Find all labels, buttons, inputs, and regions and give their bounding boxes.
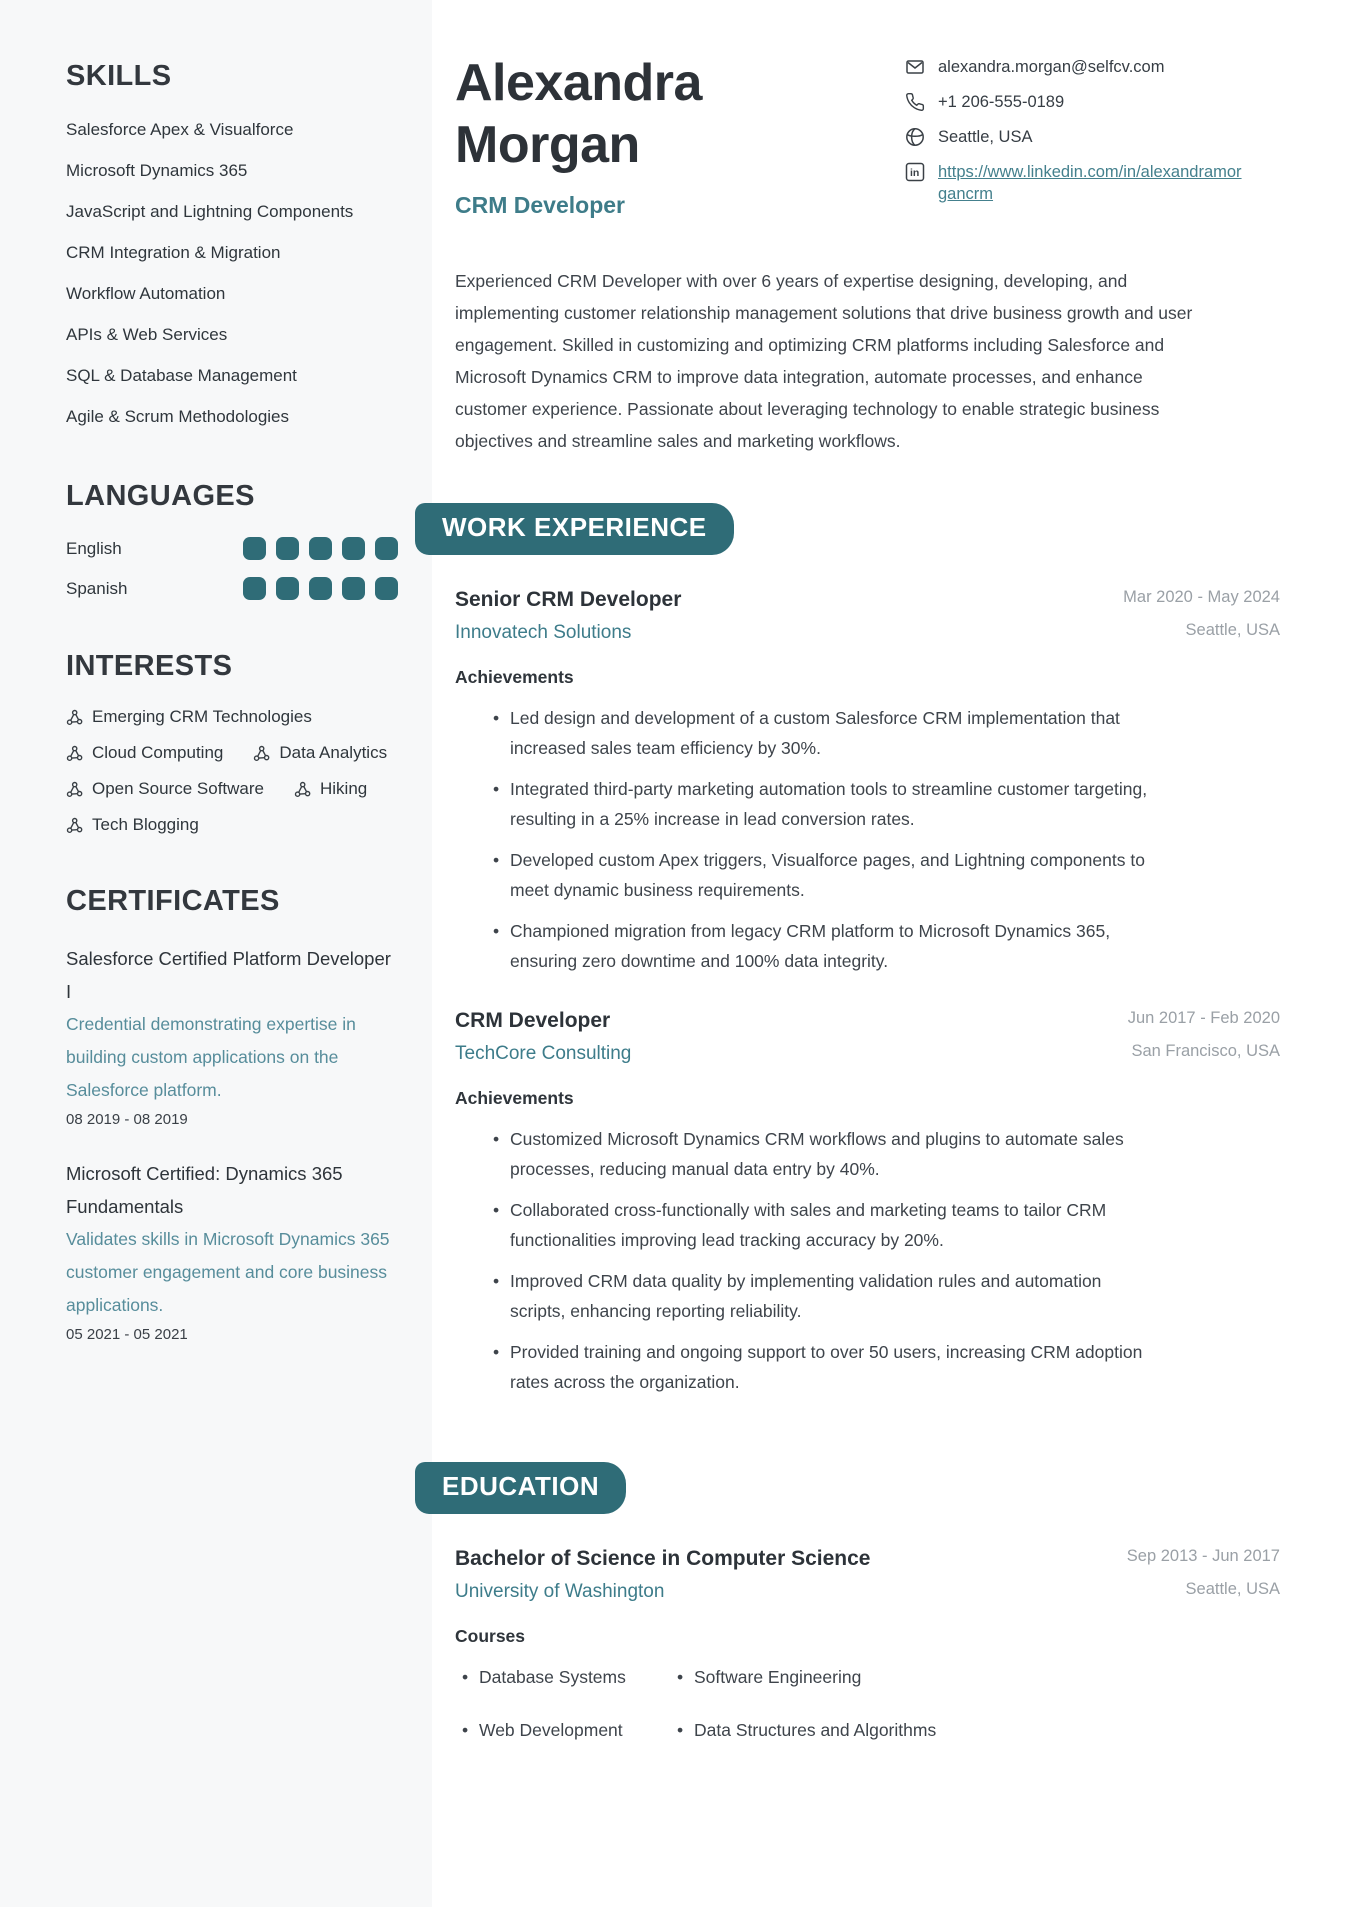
certificate-dates: 08 2019 - 08 2019	[66, 1111, 188, 1128]
job-title: Senior CRM Developer	[455, 587, 682, 611]
molecule-icon	[253, 745, 270, 762]
course-item: • Web Development	[462, 1715, 670, 1745]
company-name: Innovatech Solutions	[455, 621, 632, 643]
linkedin-link[interactable]: https://www.linkedin.com/in/alexandramorgancrm	[938, 163, 1242, 203]
interest-item	[66, 815, 199, 835]
interest-label: Cloud Computing	[92, 743, 224, 762]
degree-block	[455, 1547, 870, 1603]
skills-title: SKILLS	[66, 60, 172, 92]
molecule-icon	[66, 817, 83, 834]
interest-item	[66, 743, 223, 763]
course-item: • Software Engineering	[677, 1662, 936, 1692]
courses-columns	[455, 1649, 1280, 1768]
name-line-2: Morgan	[455, 116, 640, 175]
achievement-item: • Collaborated cross-functionally with sales and marketing teams to tailor CRM functionalities improving lead tracking accuracy by 20%.	[493, 1195, 1153, 1255]
molecule-icon	[66, 709, 83, 726]
work-experience-badge: WORK EXPERIENCE	[415, 503, 734, 555]
certificate-name: Microsoft Certified: Dynamics 365 Fundamentals	[66, 1163, 343, 1217]
job-entry	[455, 588, 1280, 976]
interest-label: Hiking	[319, 779, 368, 798]
contact-email-row	[905, 56, 1280, 78]
education-meta	[1127, 1547, 1280, 1599]
level-square	[342, 537, 365, 560]
interests-title: INTERESTS	[66, 650, 233, 682]
job-meta	[1123, 588, 1280, 640]
course-item: • Database Systems	[462, 1662, 670, 1692]
location-value: Seattle, USA	[938, 128, 1033, 146]
skills-section	[66, 60, 398, 430]
sidebar	[0, 0, 432, 1907]
job-dates: Mar 2020 - May 2024	[1123, 587, 1280, 606]
phone-icon	[905, 92, 925, 112]
job-title: CRM Developer	[455, 1008, 611, 1032]
language-level-indicator	[243, 537, 398, 560]
skill-item: APIs & Web Services	[66, 325, 228, 344]
level-square	[342, 577, 365, 600]
company-name: TechCore Consulting	[455, 1042, 632, 1064]
level-square	[309, 537, 332, 560]
contact-block	[905, 56, 1280, 218]
language-row	[66, 577, 398, 600]
education-section	[442, 1408, 1280, 1768]
contact-location-row	[905, 126, 1280, 148]
skill-item: CRM Integration & Migration	[66, 243, 281, 262]
courses-list-left	[462, 1662, 670, 1768]
achievement-item: • Improved CRM data quality by implementing validation rules and automation scripts, enhancing reporting reliability.	[493, 1266, 1153, 1326]
skill-item: JavaScript and Lightning Components	[66, 202, 354, 221]
courses-label: Courses	[455, 1625, 526, 1646]
certificate-dates: 05 2021 - 05 2021	[66, 1326, 188, 1343]
molecule-icon	[66, 745, 83, 762]
skill-item: Workflow Automation	[66, 284, 226, 303]
skills-list	[66, 117, 398, 430]
education-dates: Sep 2013 - Jun 2017	[1126, 1546, 1280, 1565]
skill-item: Agile & Scrum Methodologies	[66, 407, 290, 426]
certificate-item	[66, 1157, 398, 1343]
contact-phone-row	[905, 91, 1280, 113]
interest-label: Tech Blogging	[92, 815, 199, 834]
level-square	[243, 577, 266, 600]
interest-item	[253, 743, 387, 763]
email-value: alexandra.morgan@selfcv.com	[938, 58, 1165, 76]
job-header	[455, 588, 1280, 644]
language-level-indicator	[243, 577, 398, 600]
course-item: • Data Structures and Algorithms	[677, 1715, 936, 1745]
achievement-item: • Customized Microsoft Dynamics CRM workflows and plugins to automate sales processes, reducing manual data entry by 40%.	[493, 1124, 1153, 1184]
level-square	[309, 577, 332, 600]
achievement-item: • Provided training and ongoing support to over 50 users, increasing CRM adoption rates across the organization.	[493, 1337, 1153, 1397]
work-experience-section	[442, 457, 1280, 1397]
languages-title: LANGUAGES	[66, 480, 255, 512]
achievement-item: • Led design and development of a custom Salesforce CRM implementation that increased sales team efficiency by 30%.	[493, 703, 1153, 763]
language-row	[66, 537, 398, 560]
language-name: English	[66, 538, 122, 558]
achievements-list	[493, 1124, 1153, 1397]
professional-summary: Experienced CRM Developer with over 6 years of expertise designing, developing, and implementing customer relationship management solutions that drive business growth and user engagement. Skilled in customizing and optimizing CRM platforms including Salesforce and Microsoft Dynamics CRM to improve data integration, automate processes, and enhance customer experience. Passionate about leveraging technology to enable strategic business objectives and streamline sales and marketing workflows.	[455, 270, 1193, 451]
degree-title: Bachelor of Science in Computer Science	[455, 1546, 871, 1570]
main-column	[432, 0, 1350, 1768]
achievement-item: • Championed migration from legacy CRM platform to Microsoft Dynamics 365, ensuring zero downtime and 100% data integrity.	[493, 916, 1153, 976]
language-name: Spanish	[66, 578, 128, 598]
molecule-icon	[294, 781, 311, 798]
job-header	[455, 1009, 1280, 1065]
achievements-list	[493, 703, 1153, 976]
achievements-label: Achievements	[455, 1087, 574, 1108]
interests-list	[66, 707, 398, 835]
job-location: San Francisco, USA	[1131, 1041, 1280, 1060]
job-title-block	[455, 1009, 631, 1065]
skill-item: Salesforce Apex & Visualforce	[66, 120, 294, 139]
job-dates: Jun 2017 - Feb 2020	[1127, 1008, 1280, 1027]
header	[455, 52, 1280, 219]
level-square	[243, 537, 266, 560]
job-title-block	[455, 588, 681, 644]
person-name	[455, 52, 702, 177]
molecule-icon	[66, 781, 83, 798]
education-location: Seattle, USA	[1185, 1579, 1280, 1598]
name-block	[455, 52, 702, 219]
achievement-item: • Integrated third-party marketing automation tools to streamline customer targeting, resulting in a 25% increase in lead conversion rates.	[493, 774, 1153, 834]
certificate-name: Salesforce Certified Platform Developer I	[66, 948, 391, 1002]
job-location: Seattle, USA	[1185, 620, 1280, 639]
interest-item	[66, 707, 312, 727]
interest-label: Emerging CRM Technologies	[92, 707, 312, 726]
globe-icon	[905, 127, 925, 147]
certificates-section	[66, 885, 398, 1343]
linkedin-icon	[905, 162, 925, 182]
languages-section	[66, 480, 398, 600]
achievements-label: Achievements	[455, 666, 574, 687]
interest-item	[66, 779, 264, 799]
svg-text:in: in	[910, 167, 920, 179]
level-square	[375, 537, 398, 560]
interest-item	[294, 779, 367, 799]
courses-list-right	[677, 1662, 936, 1768]
skill-item: SQL & Database Management	[66, 366, 297, 385]
interest-label: Open Source Software	[92, 779, 264, 798]
certificate-description: Credential demonstrating expertise in building custom applications on the Salesforce platform.	[66, 1014, 356, 1100]
skill-item: Microsoft Dynamics 365	[66, 161, 248, 180]
certificate-description: Validates skills in Microsoft Dynamics 365 customer engagement and core business applications.	[66, 1229, 390, 1315]
education-entry	[455, 1547, 1280, 1768]
achievement-item: • Developed custom Apex triggers, Visualforce pages, and Lightning components to meet dynamic business requirements.	[493, 845, 1153, 905]
certificates-title: CERTIFICATES	[66, 885, 280, 917]
job-meta	[1128, 1009, 1280, 1061]
phone-value: +1 206-555-0189	[938, 93, 1065, 111]
job-entry	[455, 1009, 1280, 1397]
education-header	[455, 1547, 1280, 1603]
education-badge: EDUCATION	[415, 1462, 626, 1514]
interest-label: Data Analytics	[279, 743, 388, 762]
interests-section	[66, 650, 398, 835]
contact-linkedin-row	[905, 161, 1280, 205]
job-role-subtitle: CRM Developer	[455, 191, 625, 218]
certificate-item	[66, 942, 398, 1128]
envelope-icon	[905, 57, 925, 77]
level-square	[375, 577, 398, 600]
level-square	[276, 577, 299, 600]
level-square	[276, 537, 299, 560]
school-name: University of Washington	[455, 1580, 665, 1602]
name-line-1: Alexandra	[455, 54, 702, 112]
